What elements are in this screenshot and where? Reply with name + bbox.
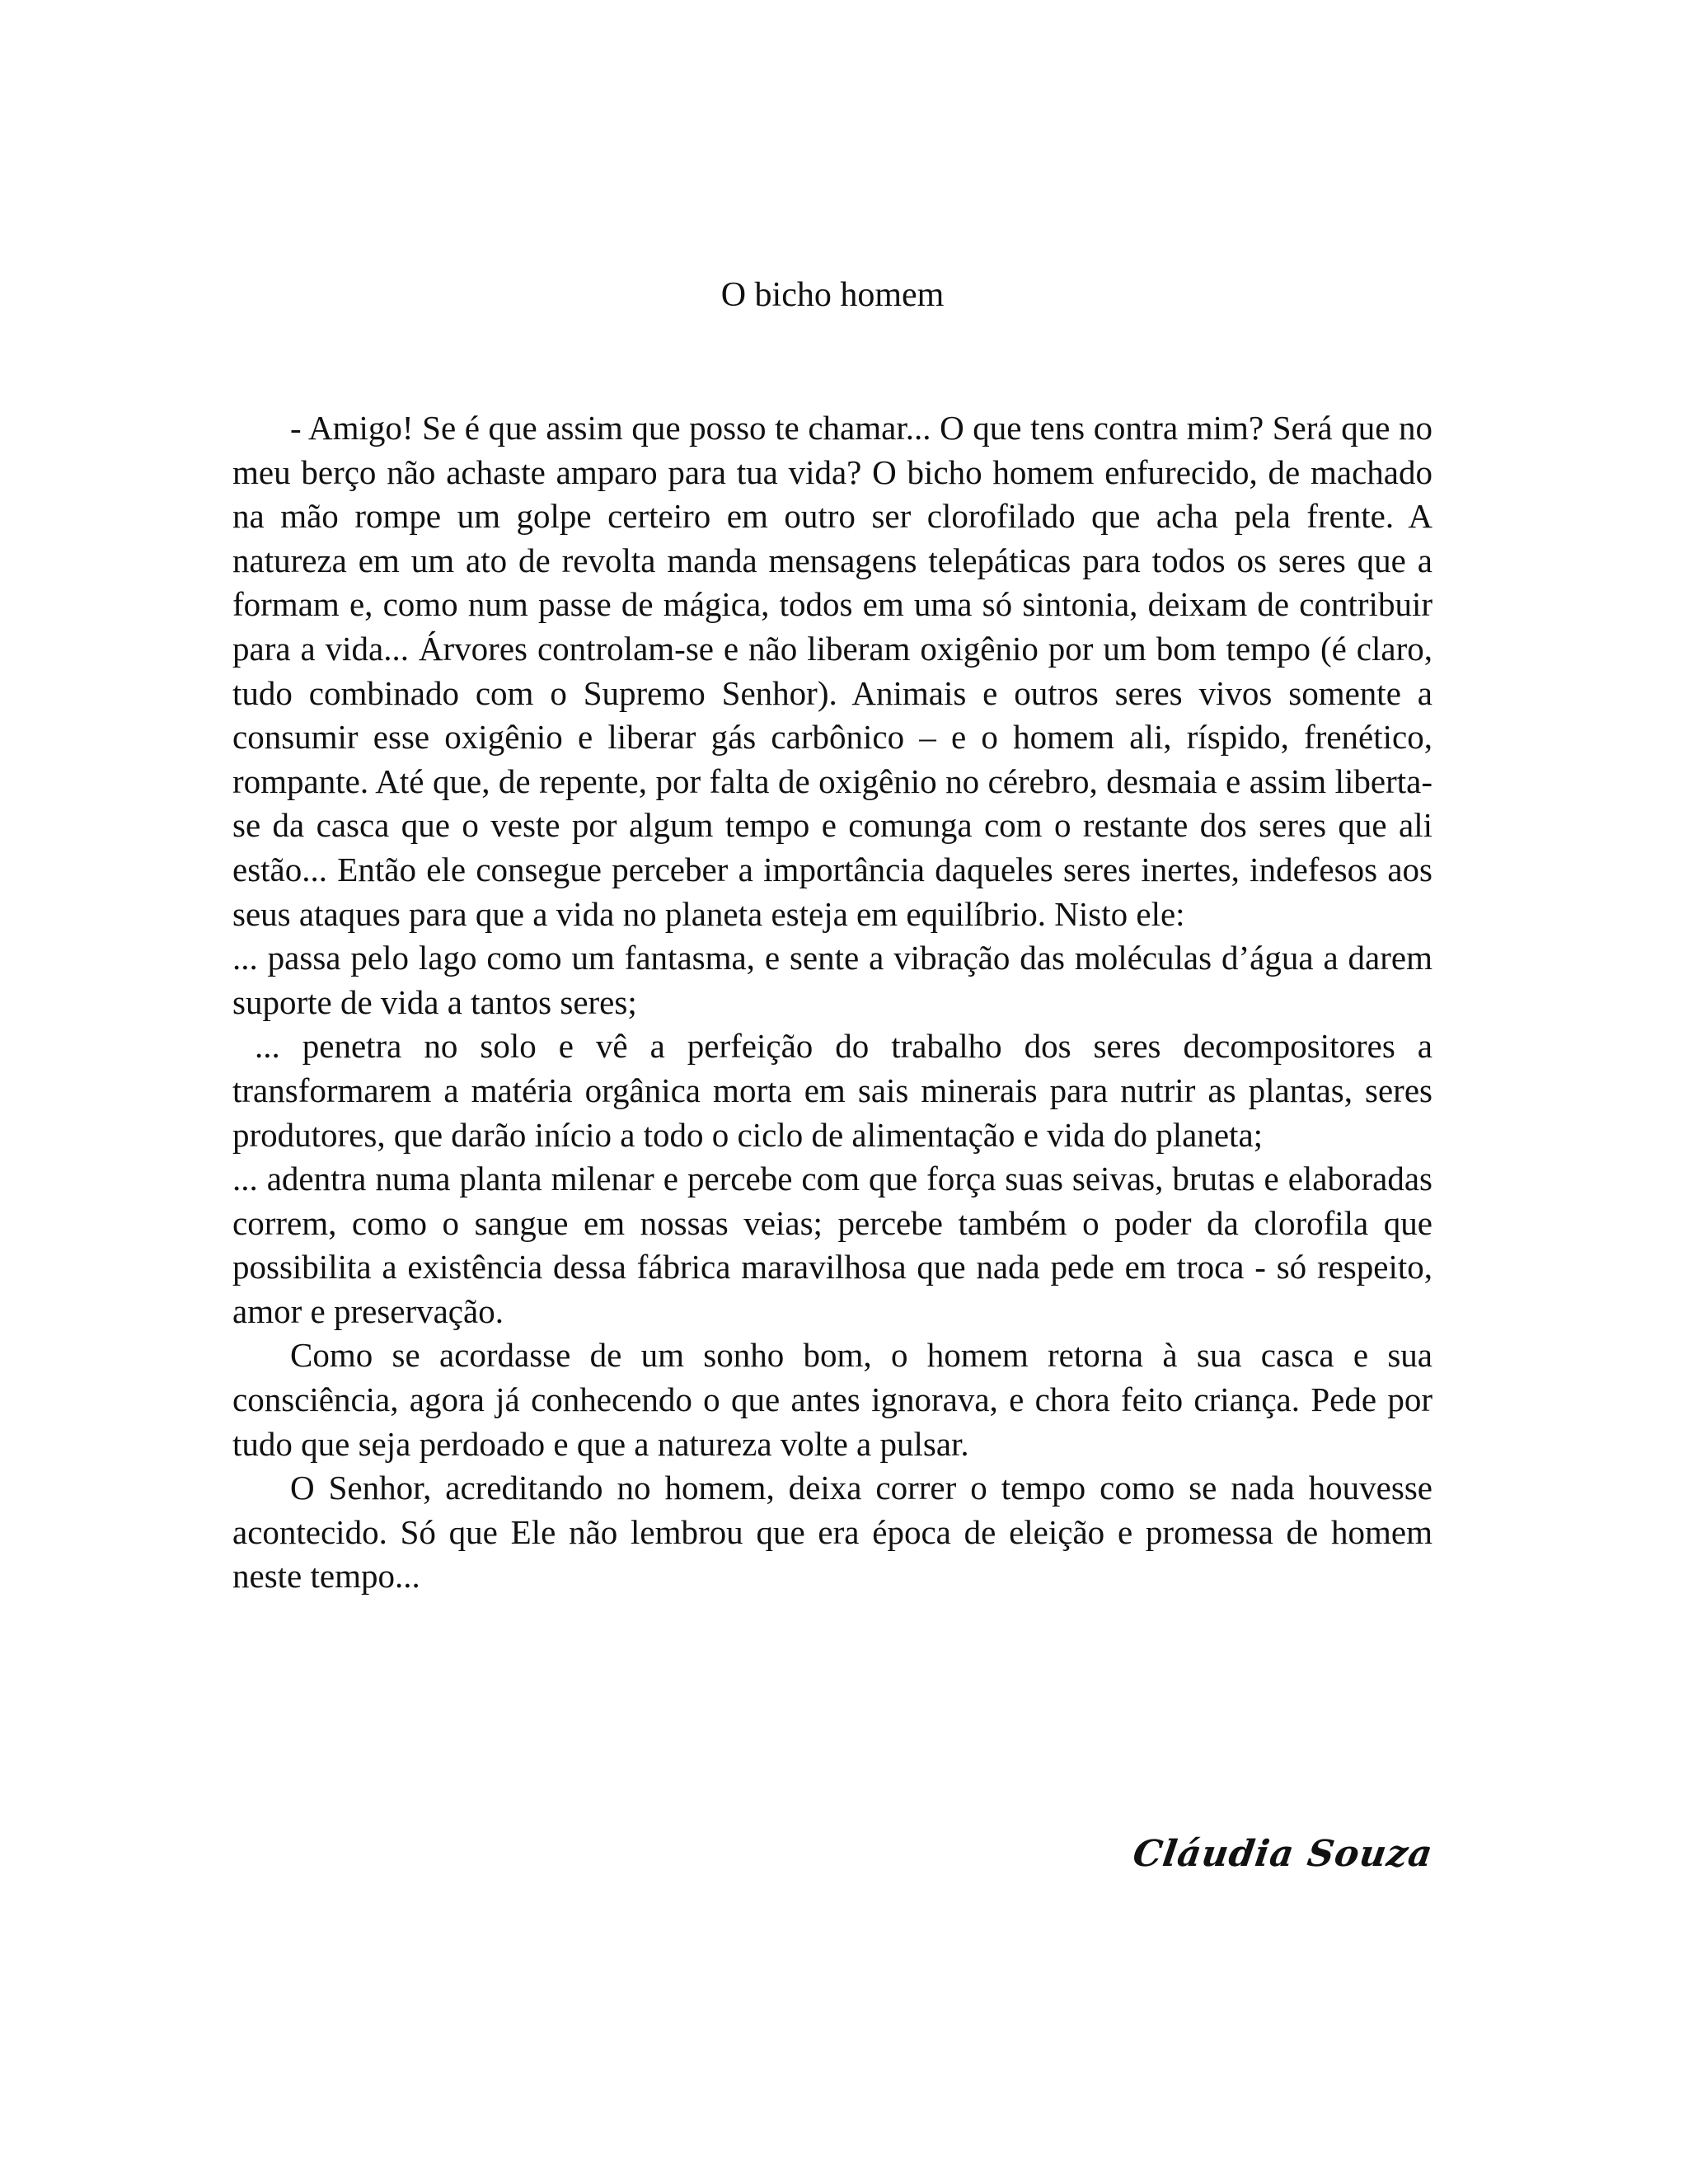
document-page — [232, 0, 1442, 2184]
paragraph-awakening: Como se acordasse de um sonho bom, o homem retorna à sua casca e sua consciência, agora já conhecendo o que antes ignorava, e chora feito criança. Pede por tudo que seja perdoado e que a natureza volte a pulsar. — [232, 1336, 1432, 1463]
document-title: O bicho homem — [720, 276, 945, 314]
document-body — [232, 406, 1442, 1599]
paragraph-opening: - Amigo! Se é que assim que posso te chamar... O que tens contra mim? Será que no meu berço não achaste amparo para tua vida? O bicho homem enfurecido, de machado na mão rompe um golpe certeiro em outro ser clorofilado que acha pela frente. A natureza em um ato de revolta manda mensagens telepáticas para todos os seres que a formam e, como num passe de mágica, todos em uma só sintonia, deixam de contribuir para a vida... Árvores controlam-se e não liberam oxigênio por um bom tempo (é claro, tudo combinado com o Supremo Senhor). Animais e outros seres vivos somente a consumir esse oxigênio e liberar gás carbônico – e o homem ali, ríspido, frenético, rompante. Até que, de repente, por falta de oxigênio no cérebro, desmaia e assim liberta-se da casca que o veste por algum tempo e comunga com o restante dos seres que ali estão... Então ele consegue perceber a importância daqueles seres inertes, indefesos aos seus ataques para que a vida no planeta esteja em equilíbrio. Nisto ele: — [232, 409, 1432, 933]
paragraph-plant: ... adentra numa planta milenar e percebe com que força suas seivas, brutas e elaboradas correm, como o sangue em nossas veias; percebe também o poder da clorofila que possibilita a existência dessa fábrica maravilhosa que nada pede em troca - só respeito, amor e preservação. — [232, 1160, 1432, 1330]
paragraph-lake: ... passa pelo lago como um fantasma, e sente a vibração das moléculas d’água a darem suporte de vida a tantos seres; — [232, 939, 1432, 1021]
author-signature: Cláudia Souza — [1130, 1833, 1436, 1875]
paragraph-closing: O Senhor, acreditando no homem, deixa correr o tempo como se nada houvesse acontecido. Só que Ele não lembrou que era época de eleição e promessa de homem neste tempo... — [232, 1469, 1432, 1596]
paragraph-soil: ... penetra no solo e vê a perfeição do trabalho dos seres decompositores a transformarem a matéria orgânica morta em sais minerais para nutrir as plantas, seres produtores, que darão início a todo o ciclo de alimentação e vida do planeta; — [232, 1027, 1442, 1154]
